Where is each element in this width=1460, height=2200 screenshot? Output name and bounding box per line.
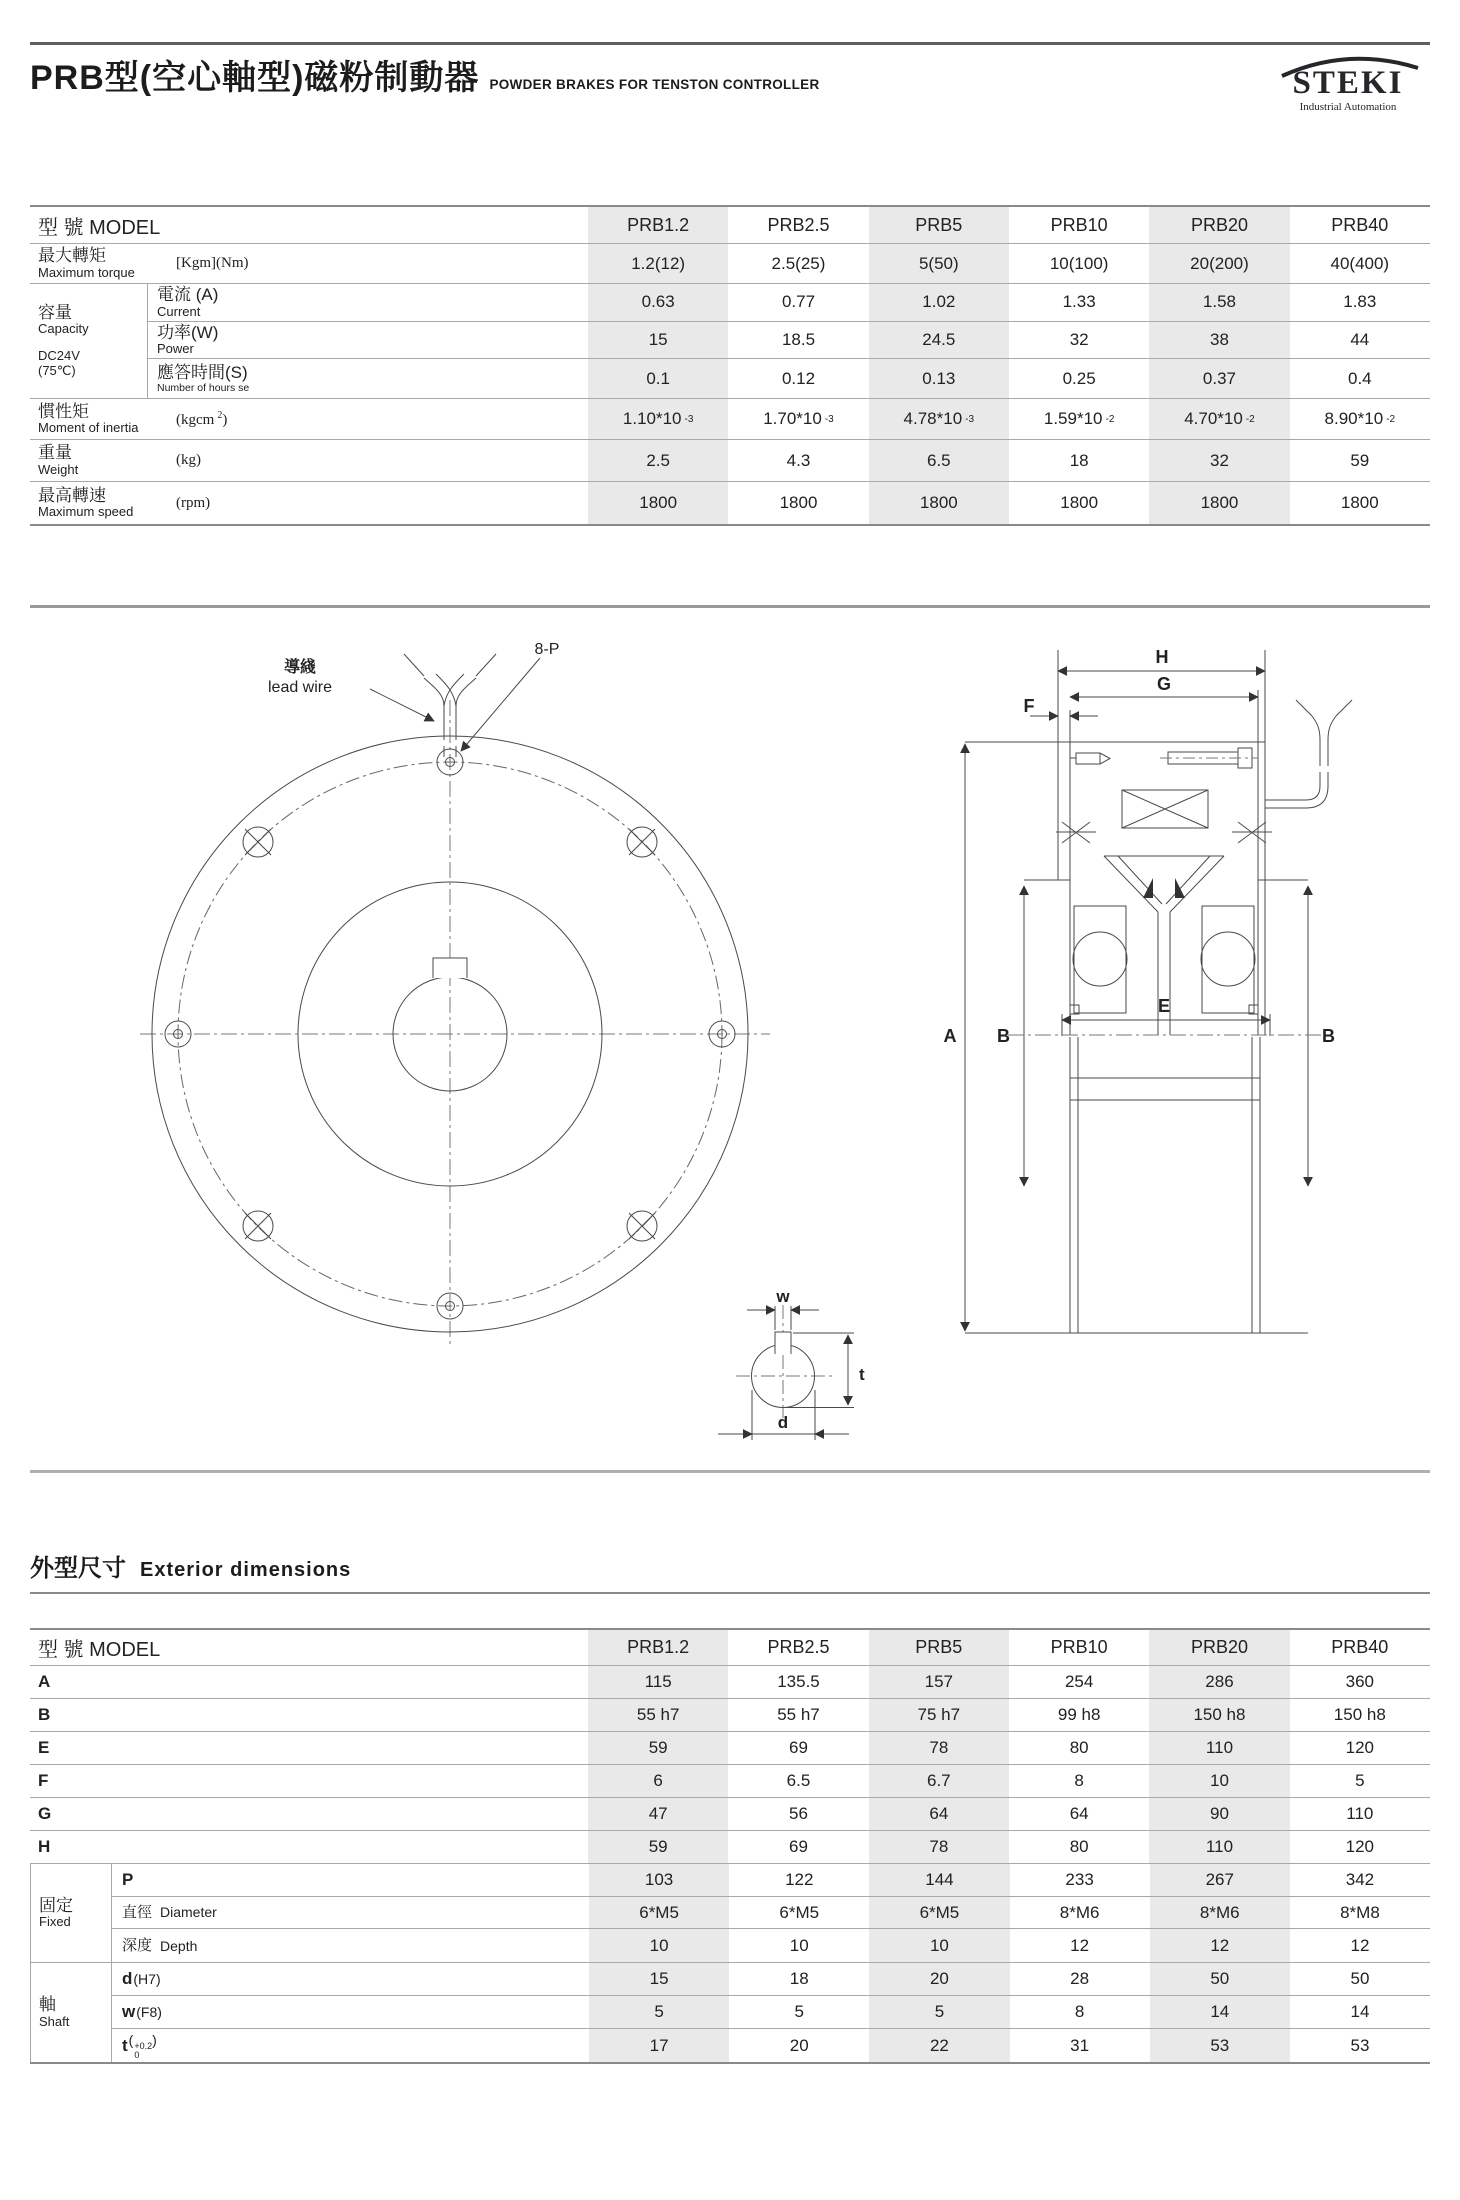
table-cell: 32 — [1069, 330, 1089, 349]
table-cell: 1.58 — [1149, 284, 1289, 321]
table-cell: 64 — [1069, 1804, 1089, 1823]
dim-row-w — [112, 1996, 1430, 2029]
dim-row-label-cjk: 深度 — [122, 1937, 153, 1955]
row-label-en: Current — [157, 303, 201, 319]
dim-row-label: B — [38, 1705, 51, 1724]
spec-capacity-group — [30, 284, 1430, 399]
row-label-en: Maximum torque — [38, 264, 135, 280]
dim-label-a: A — [943, 1026, 957, 1046]
dim-row-label-en: Diameter — [160, 1904, 217, 1921]
table-cell: 6.5 — [786, 1771, 811, 1790]
table-cell: 15 — [588, 322, 728, 359]
table-cell: 8*M6 — [1150, 1897, 1290, 1929]
dim-header-row — [30, 1630, 1430, 1666]
row-label-cjk: 重量 — [38, 443, 72, 463]
table-cell: 55 h7 — [777, 1705, 820, 1724]
table-cell: 69 — [789, 1837, 808, 1856]
dim-row-suffix: ( +0.2 0 ) — [128, 2031, 157, 2060]
table-cell: 0.63 — [588, 284, 728, 321]
table-cell: 1.02 — [869, 284, 1009, 321]
spec-row-power — [148, 322, 1430, 360]
table-cell: PRB1.2 — [588, 207, 728, 243]
row-unit: (kg) — [176, 452, 201, 468]
table-cell: 64 — [869, 1798, 1009, 1830]
table-cell: 20 — [789, 2035, 809, 2055]
spec-row-speed — [30, 482, 1430, 524]
dim-row-label: F — [38, 1771, 49, 1790]
table-cell: 0.13 — [869, 359, 1009, 398]
table-cell: 14 — [1150, 1996, 1290, 2028]
dim-row-label: G — [38, 1804, 52, 1823]
table-cell: 8.90*10 -2 — [1324, 409, 1396, 428]
table-cell: 75 h7 — [869, 1699, 1009, 1731]
table-cell: 50 — [1150, 1963, 1290, 1995]
dim-row-label: t — [122, 2035, 128, 2055]
lead-wire-label-en: lead wire — [267, 679, 333, 696]
company-logo — [1268, 52, 1428, 113]
dim-row-label: E — [38, 1738, 50, 1757]
dim-label-b-left: B — [997, 1026, 1010, 1046]
dim-row-label: d — [122, 1969, 133, 1988]
table-cell: 44 — [1350, 330, 1370, 349]
table-cell: 6.7 — [869, 1765, 1009, 1797]
table-cell: 53 — [1150, 2029, 1290, 2062]
lead-wire-label-cjk: 導綫 — [283, 659, 317, 676]
table-cell: 78 — [869, 1732, 1009, 1764]
technical-drawings — [0, 600, 1460, 1520]
table-cell: 2.5 — [588, 440, 728, 481]
table-cell: 53 — [1350, 2035, 1370, 2055]
divider-rule-2 — [30, 1470, 1430, 1473]
table-cell: 4.78*10 -3 — [869, 399, 1009, 439]
dim-label-f: F — [1023, 696, 1035, 716]
table-cell: 90 — [1149, 1798, 1289, 1830]
table-cell: 99 h8 — [1057, 1705, 1101, 1724]
table-cell: 5 — [794, 2002, 804, 2021]
table-cell: 233 — [1065, 1869, 1094, 1889]
top-rule — [30, 42, 1430, 45]
table-cell: 18 — [789, 1969, 809, 1988]
table-cell: 12 — [1150, 1929, 1290, 1962]
dim-row-F — [30, 1765, 1430, 1798]
table-cell: 110 — [1149, 1732, 1289, 1764]
dim-label-e: E — [1157, 996, 1171, 1016]
spec-model-cells — [588, 207, 1430, 243]
table-cell: 1800 — [869, 482, 1009, 524]
row-label-cjk: 最大轉矩 — [38, 246, 106, 266]
table-cell: 69 — [789, 1738, 808, 1757]
table-cell: 18 — [1069, 450, 1089, 470]
table-cell: 0.12 — [781, 368, 816, 388]
dim-label-b-right: B — [1322, 1026, 1335, 1046]
table-cell: 31 — [1070, 2035, 1090, 2055]
table-cell: 38 — [1149, 322, 1289, 359]
dim-row-suffix: (F8) — [136, 2004, 162, 2020]
table-cell: 286 — [1149, 1666, 1289, 1698]
dim-fixed-group — [30, 1864, 1430, 1963]
table-cell: 5 — [869, 1996, 1009, 2028]
dim-row-diameter — [112, 1897, 1430, 1930]
row-label-en: Number of hours se — [157, 381, 250, 394]
table-cell: PRB1.2 — [588, 1630, 728, 1665]
dim-row-H — [30, 1831, 1430, 1864]
dim-row-B — [30, 1699, 1430, 1732]
spec-row-torque — [30, 244, 1430, 284]
table-cell: 6 — [588, 1765, 728, 1797]
shaft-group-en: Shaft — [39, 2013, 70, 2029]
dim-row-suffix: (H7) — [133, 1971, 161, 1987]
fixed-group-en: Fixed — [39, 1914, 71, 1930]
table-cell: 10 — [789, 1935, 809, 1955]
table-cell: 14 — [1350, 2002, 1370, 2021]
dim-label-d: d — [777, 1413, 789, 1432]
heading-rule — [30, 1592, 1430, 1594]
table-cell: 6*M5 — [779, 1902, 820, 1922]
table-cell: 32 — [1149, 440, 1289, 481]
table-cell: 150 h8 — [1149, 1699, 1289, 1731]
table-cell: 103 — [589, 1864, 729, 1896]
table-cell: PRB10 — [1050, 214, 1108, 235]
table-cell: 6*M5 — [589, 1897, 729, 1929]
table-cell: 135.5 — [777, 1672, 820, 1691]
spec-row-response — [148, 359, 1430, 398]
table-cell: 1.33 — [1062, 292, 1096, 312]
table-cell: 10 — [869, 1929, 1009, 1962]
table-cell: 1.83 — [1343, 292, 1377, 312]
table-cell: 144 — [869, 1864, 1009, 1896]
table-cell: PRB5 — [869, 207, 1009, 243]
table-cell: 110 — [1346, 1804, 1374, 1823]
table-cell: 59 — [1350, 450, 1370, 470]
spec-row-current — [148, 284, 1430, 322]
table-cell: 12 — [1070, 1935, 1090, 1955]
dim-shaft-group — [30, 1963, 1430, 2062]
page-header — [30, 50, 820, 99]
capacity-en: Capacity — [38, 321, 89, 337]
table-cell: 1800 — [1340, 493, 1379, 512]
row-label-cjk: 應答時間(S) — [157, 363, 248, 383]
table-cell: 0.77 — [781, 292, 816, 312]
row-label-cjk: 最高轉速 — [38, 485, 106, 505]
front-view-drawing — [140, 654, 770, 1345]
dim-label-t: t — [859, 1365, 865, 1384]
dim-row-depth — [112, 1929, 1430, 1962]
table-cell: 15 — [589, 1963, 729, 1995]
dim-label-h: H — [1155, 647, 1169, 667]
table-cell: 4.70*10 -2 — [1149, 399, 1289, 439]
dim-row-t — [112, 2029, 1430, 2062]
section-heading-cjk: 外型尺寸 — [30, 1555, 126, 1582]
dim-label-w: w — [776, 1287, 790, 1306]
table-cell: 110 — [1149, 1831, 1289, 1863]
section-view-drawing — [965, 650, 1352, 1333]
row-label-en: Moment of inertia — [38, 420, 139, 436]
table-cell: 59 — [588, 1732, 728, 1764]
table-cell: 8*M6 — [1059, 1902, 1100, 1922]
row-label-en: Maximum speed — [38, 504, 134, 520]
spec-row-inertia — [30, 399, 1430, 440]
row-unit: (kgcm $^2$) — [176, 409, 228, 428]
shaft-group-cjk: 軸 — [39, 1995, 56, 2015]
table-cell: PRB2.5 — [767, 214, 830, 235]
table-cell: 55 h7 — [588, 1699, 728, 1731]
spec-table — [30, 205, 1430, 526]
table-cell: 122 — [785, 1869, 814, 1889]
table-cell: 157 — [869, 1666, 1009, 1698]
section-heading-en: Exterior dimensions — [140, 1559, 352, 1581]
table-cell: 8 — [1074, 1771, 1084, 1790]
table-cell: 115 — [588, 1666, 728, 1698]
capacity-temp: (75℃) — [38, 363, 76, 379]
table-cell: 0.25 — [1062, 368, 1096, 388]
table-cell: 5 — [1355, 1771, 1365, 1790]
spec-header-row — [30, 207, 1430, 244]
table-cell: 22 — [869, 2029, 1009, 2062]
dim-row-label: H — [38, 1837, 51, 1856]
table-cell: 50 — [1350, 1969, 1370, 1988]
table-cell: 120 — [1345, 1837, 1374, 1856]
logo-word: STEKI — [1292, 65, 1404, 101]
table-cell: 10(100) — [1049, 253, 1109, 273]
dim-row-label-en: Depth — [160, 1937, 198, 1954]
dim-row-P — [112, 1864, 1430, 1897]
page-subtitle: POWDER BRAKES FOR TENSTON CONTROLLER — [489, 77, 820, 92]
table-cell: 1800 — [1060, 493, 1099, 512]
table-cell: PRB10 — [1050, 1637, 1108, 1657]
dim-model-header: 型 號 MODEL — [38, 1639, 161, 1661]
table-cell: 47 — [588, 1798, 728, 1830]
table-cell: PRB20 — [1149, 1630, 1289, 1665]
dimensions-table — [30, 1628, 1430, 2064]
table-cell: 2.5(25) — [771, 253, 826, 273]
table-cell: 59 — [588, 1831, 728, 1863]
table-cell: 80 — [1069, 1837, 1089, 1856]
table-cell: 6.5 — [869, 440, 1009, 481]
table-cell: 0.1 — [588, 359, 728, 398]
exterior-dimensions-heading — [30, 1548, 351, 1583]
table-cell: 0.4 — [1347, 368, 1372, 388]
table-cell: 254 — [1064, 1672, 1094, 1691]
table-cell: 80 — [1069, 1738, 1089, 1757]
table-cell: 1800 — [779, 493, 818, 512]
row-unit: [Kgm](Nm) — [176, 255, 249, 271]
row-unit: (rpm) — [176, 494, 211, 511]
table-cell: 10 — [1149, 1765, 1289, 1797]
table-cell: 120 — [1345, 1738, 1374, 1757]
table-cell: 1800 — [1149, 482, 1289, 524]
table-cell: 4.3 — [786, 450, 811, 470]
table-cell: 1800 — [588, 482, 728, 524]
table-cell: 20 — [869, 1963, 1009, 1995]
table-cell: PRB20 — [1149, 207, 1289, 243]
table-cell: 56 — [789, 1804, 808, 1823]
table-cell: 40(400) — [1330, 253, 1390, 273]
table-cell: 1.70*10 -3 — [763, 409, 834, 428]
dim-row-label: A — [38, 1672, 51, 1691]
row-label-cjk: 慣性矩 — [38, 401, 89, 421]
table-cell: 6*M5 — [869, 1897, 1009, 1929]
table-cell: 10 — [589, 1929, 729, 1962]
logo-tagline: Industrial Automation — [1299, 101, 1397, 113]
table-cell: 78 — [869, 1831, 1009, 1863]
table-cell: 1.2(12) — [588, 244, 728, 283]
spec-row-weight — [30, 440, 1430, 482]
table-cell: 18.5 — [781, 330, 816, 349]
hole-count-label: 8-P — [534, 641, 560, 658]
dim-row-label: w — [122, 2002, 136, 2021]
table-cell: 267 — [1150, 1864, 1290, 1896]
table-cell: 342 — [1345, 1869, 1375, 1889]
table-cell: 24.5 — [869, 322, 1009, 359]
dim-row-A — [30, 1666, 1430, 1699]
table-cell: 20(200) — [1149, 244, 1289, 283]
table-cell: PRB2.5 — [767, 1637, 830, 1657]
table-cell: PRB40 — [1331, 214, 1389, 235]
table-cell: 8*M8 — [1340, 1902, 1380, 1922]
dim-label-g: G — [1156, 674, 1172, 694]
table-cell: 150 h8 — [1333, 1705, 1386, 1724]
row-label-cjk: 電流 (A) — [157, 285, 219, 305]
table-cell: 0.37 — [1149, 359, 1289, 398]
table-cell: 12 — [1350, 1935, 1370, 1955]
table-cell: 8 — [1074, 2002, 1085, 2021]
page-title: PRB型(空心軸型)磁粉制動器 — [30, 59, 480, 97]
table-cell: 360 — [1345, 1672, 1374, 1691]
table-cell: PRB40 — [1331, 1637, 1389, 1657]
table-cell: 17 — [589, 2029, 729, 2062]
fixed-group-cjk: 固定 — [39, 1895, 73, 1915]
spec-model-header: 型 號 MODEL — [38, 216, 161, 239]
table-cell: PRB5 — [869, 1630, 1009, 1665]
table-cell: 1.59*10 -2 — [1043, 409, 1115, 428]
capacity-cjk: 容量 — [38, 302, 72, 322]
dim-row-E — [30, 1732, 1430, 1765]
dim-model-cells — [588, 1630, 1430, 1665]
capacity-supply: DC24V — [38, 348, 80, 364]
row-label-en: Power — [157, 341, 194, 357]
table-cell: 1.10*10 -3 — [588, 399, 728, 439]
dim-row-d — [112, 1963, 1430, 1996]
row-label-en: Weight — [38, 461, 79, 477]
row-label-cjk: 功率(W) — [157, 322, 219, 342]
dim-row-G — [30, 1798, 1430, 1831]
dim-row-label: P — [122, 1869, 134, 1889]
table-cell: 5(50) — [869, 244, 1009, 283]
table-cell: 5 — [589, 1996, 729, 2028]
dim-row-label-cjk: 直徑 — [122, 1903, 153, 1921]
table-cell: 28 — [1070, 1969, 1090, 1988]
